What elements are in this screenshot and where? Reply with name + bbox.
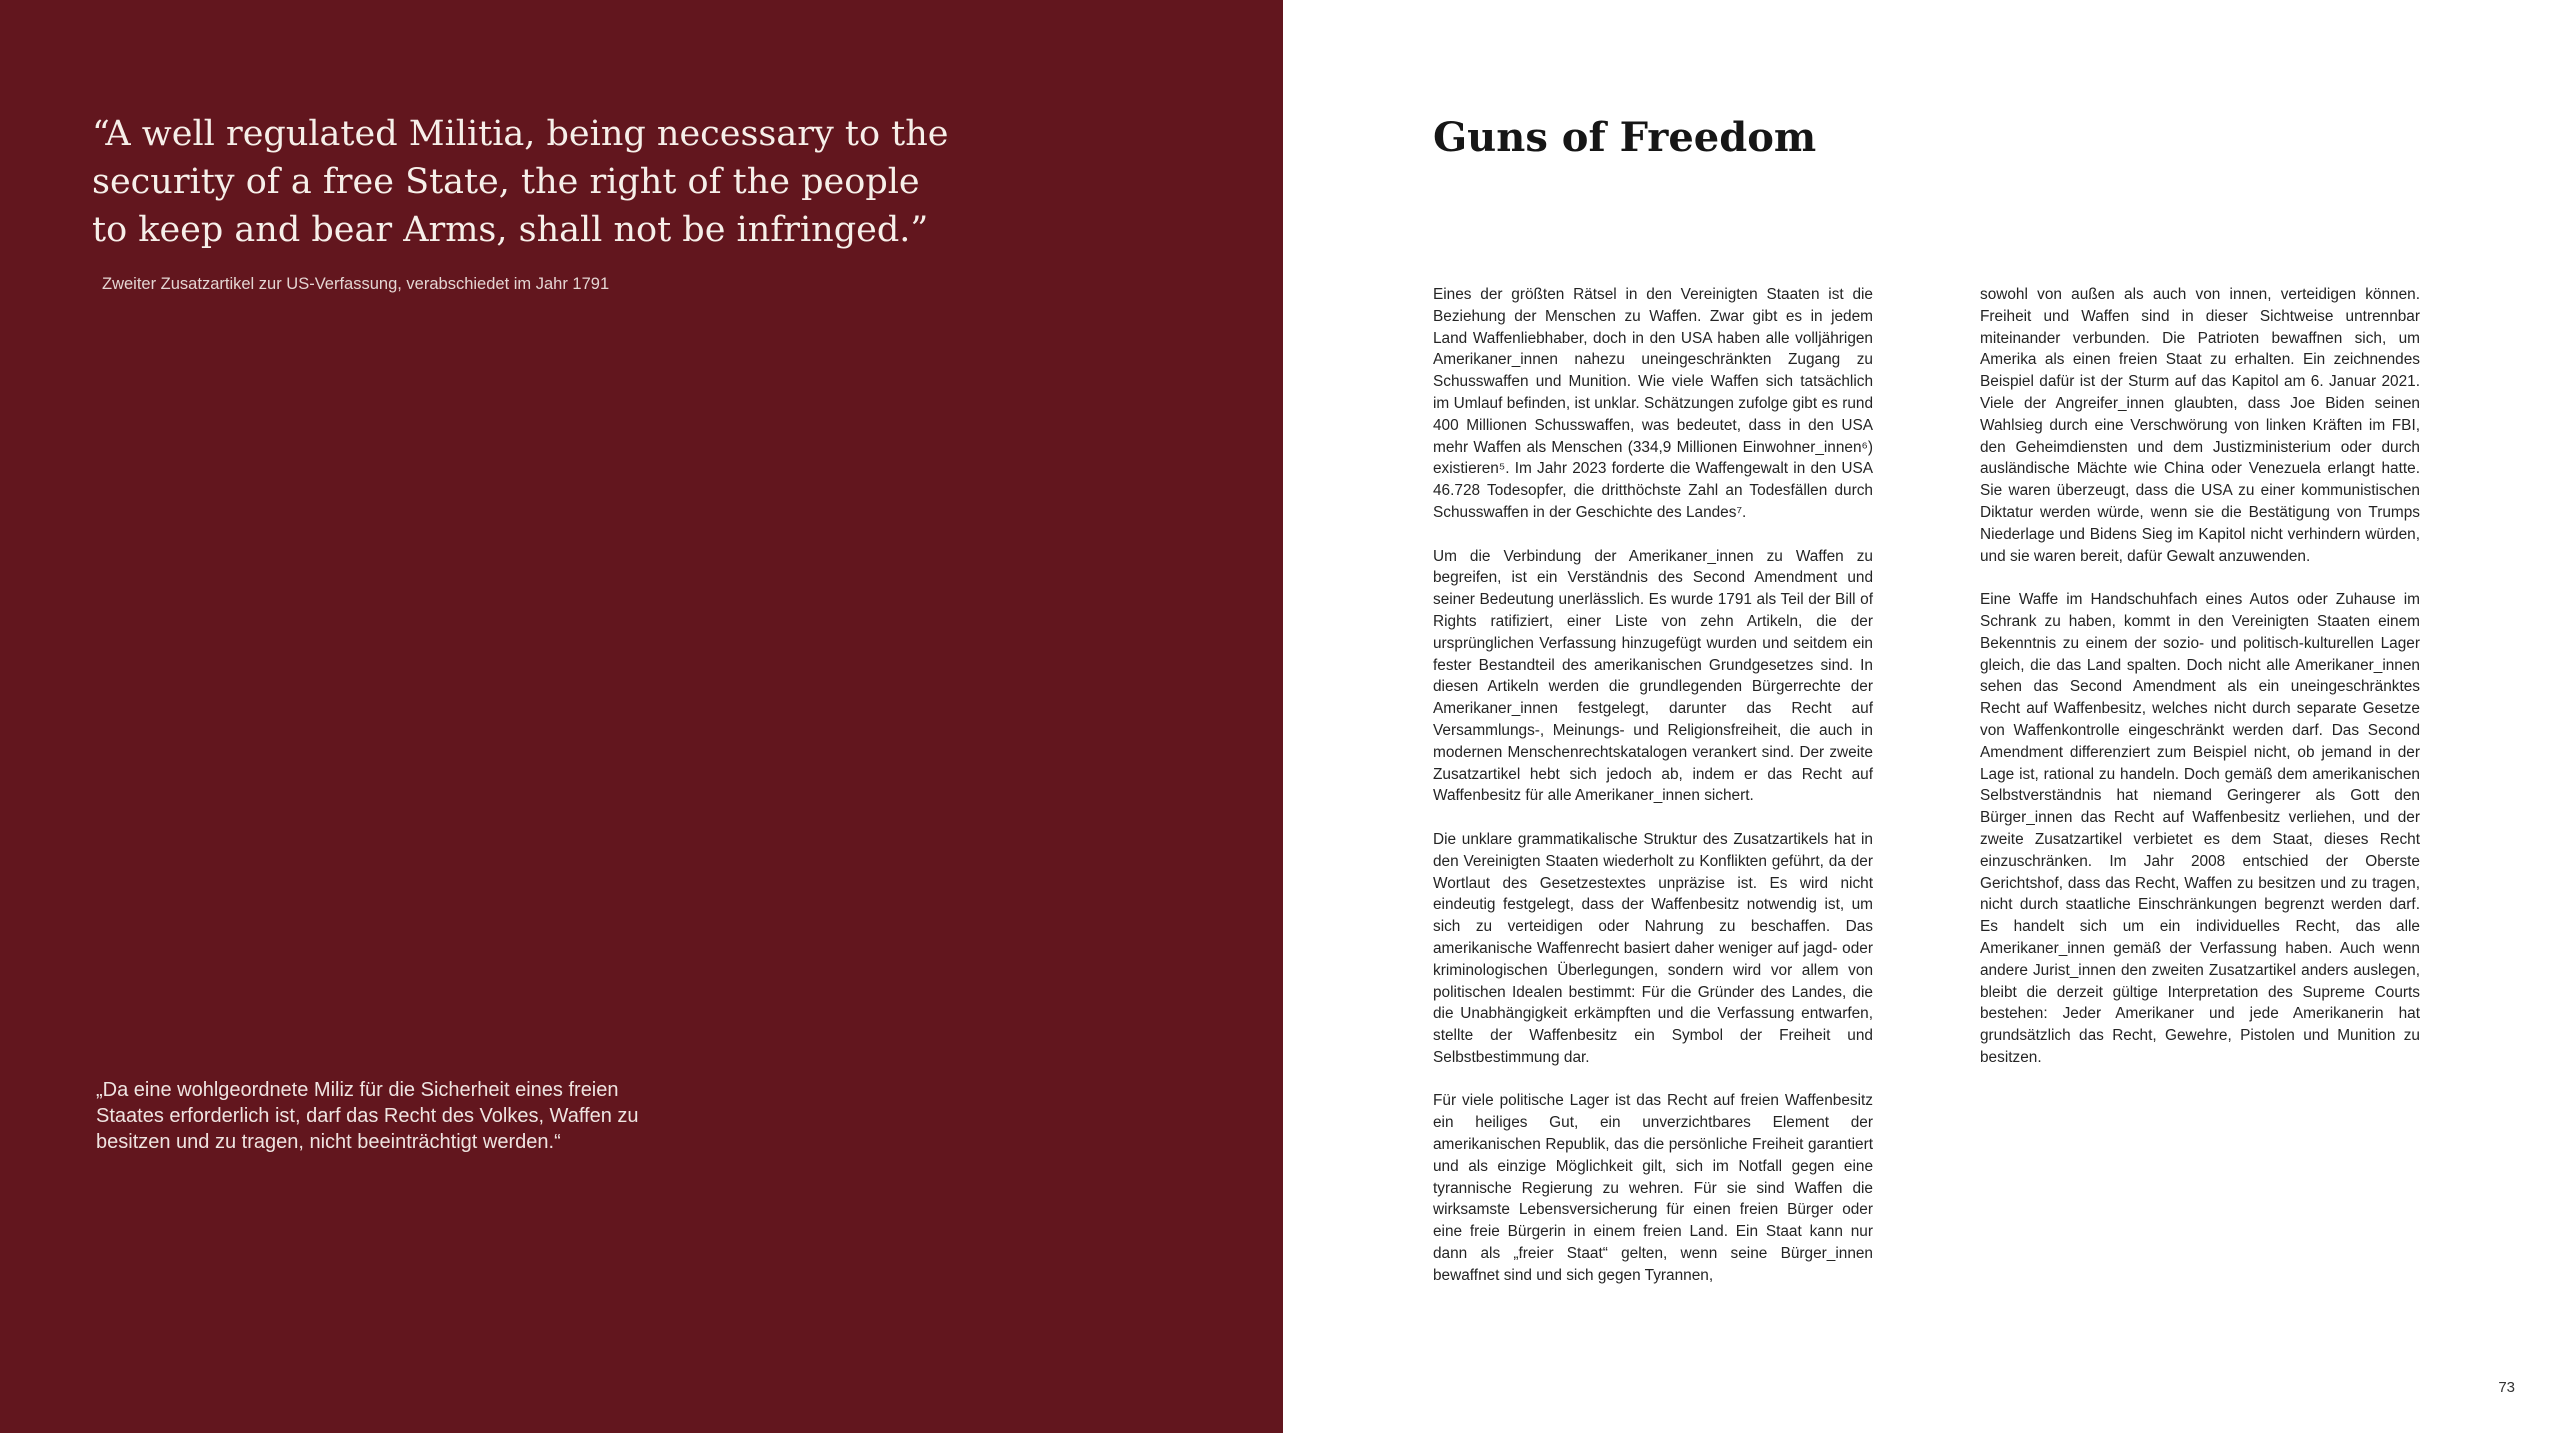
paragraph: Für viele politische Lager ist das Recht auf freien Waffenbesitz ein heiliges Gut, ein unverzichtbares Element der amerikanischen Republik, das die persönliche Freiheit garantiert und als einzige Möglichkeit gilt, sich im Notfall gegen eine tyrannische Regierung zu wehren. Für sie sind Waffen die wirksamste Lebensversicherung für einen freien Bürger oder eine freie Bürgerin in einem freien Land. Ein Staat kann nur dann als „freier Staat“ gelten, wenn seine Bürger_innen bewaffnet sind und sich gegen Tyrannen,	[1433, 1092, 1873, 1284]
text-column-1	[1433, 284, 1873, 1287]
paragraph: Eines der größten Rätsel in den Vereinigten Staaten ist die Beziehung der Menschen zu Waffen. Zwar gibt es in jedem Land Waffenliebhaber, doch in den USA haben alle volljährigen Amerikaner_innen nahezu uneingeschränkten Zugang zu Schusswaffen und Munition. Wie viele Waffen sich tatsächlich im Umlauf befinden, ist unklar. Schätzungen zufolge gibt es rund 400 Millionen Schusswaffen, was bedeutet, dass in den USA mehr Waffen als Menschen (334,9 Millionen Einwohner_innen⁶) existieren⁵. Im Jahr 2023 forderte die Waffengewalt in den USA 46.728 Todesopfer, die dritthöchste Zahl an Todesfällen durch Schusswaffen in der Geschichte des Landes⁷.	[1433, 286, 1873, 521]
right-page	[1283, 0, 2560, 1433]
page-number: 73	[2498, 1379, 2515, 1396]
paragraph: Eine Waffe im Handschuhfach eines Autos oder Zuhause im Schrank zu haben, kommt in den Vereinigten Staaten einem Bekenntnis zu einem der sozio- und politisch-kulturellen Lager gleich, die das Land spalten. Doch nicht alle Amerikaner_innen sehen das Second Amendment als ein uneingeschränktes Recht auf Waffenbesitz, welches nicht durch separate Gesetze von Waffenkontrolle eingeschränkt werden darf. Das Second Amendment differenziert zum Beispiel nicht, ob jemand in der Lage ist, rational zu handeln. Doch gemäß dem amerikanischen Selbstverständnis hat niemand Geringerer als Gott den Bürger_innen das Recht auf Waffenbesitz verliehen, und der zweite Zusatzartikel verbietet es dem Staat, dieses Recht einzuschränken. Im Jahr 2008 entschied der Oberste Gerichtshof, dass das Recht, Waffen zu besitzen und zu tragen, nicht durch staatliche Einschränkungen begrenzt werden darf. Es handelt sich um ein individuelles Recht, das alle Amerikaner_innen gemäß der Verfassung haben. Auch wenn andere Jurist_innen den zweiten Zusatzartikel anders auslegen, bleibt die derzeit gültige Interpretation des Supreme Courts bestehen: Jeder Amerikaner und jede Amerikanerin hat grundsätzlich das Recht, Gewehre, Pistolen und Munition zu besitzen.	[1980, 591, 2420, 1066]
german-translation-quote: „Da eine wohlgeordnete Miliz für die Sicherheit eines freien Staates erforderlich ist, darf das Recht des Volkes, Waffen zu besitzen und zu tragen, nicht beeinträchtigt werden.“	[96, 1079, 639, 1153]
quote-source-caption: Zweiter Zusatzartikel zur US-Verfassung, verabschiedet im Jahr 1791	[102, 275, 610, 293]
article-title: Guns of Freedom	[1433, 114, 1817, 161]
paragraph: Die unklare grammatikalische Struktur des Zusatzartikels hat in den Vereinigten Staaten wiederholt zu Konflikten geführt, da der Wortlaut des Gesetzestextes unpräzise ist. Es wird nicht eindeutig festgelegt, dass der Waffenbesitz notwendig ist, um sich zu verteidigen oder Nahrung zu beschaffen. Das amerikanische Waffenrecht basiert daher weniger auf jagd- oder kriminologischen Überlegungen, sondern wird vor allem von politischen Idealen bestimmt: Für die Gründer des Landes, die die Unabhängigkeit erkämpften und die Verfassung entwarfen, stellte der Waffenbesitz ein Symbol der Freiheit und Selbstbestimmung dar.	[1433, 830, 1873, 1066]
paragraph: Um die Verbindung der Amerikaner_innen zu Waffen zu begreifen, ist ein Verständnis des Second Amendment und seiner Bedeutung unerlässlich. Es wurde 1791 als Teil der Bill of Rights ratifiziert, einer Liste von zehn Artikeln, die der ursprünglichen Verfassung hinzugefügt wurden und seitdem ein fester Bestandteil des amerikanischen Grundgesetzes sind. In diesen Artikeln werden die grundlegenden Bürgerrechte der Amerikaner_innen festgelegt, darunter das Recht auf Versammlungs-, Meinungs- und Religionsfreiheit, die auch in modernen Menschenrechtskatalogen verankert sind. Der zweite Zusatzartikel hebt sich jedoch ab, indem er das Recht auf Waffenbesitz für alle Amerikaner_innen sichert.	[1433, 547, 1873, 805]
text-column-2	[1980, 284, 2420, 1069]
english-quote: “A well regulated Militia, being necessary to the security of a free State, the right of the people to keep and bear Arms, shall not be infringed.”	[92, 114, 949, 250]
paragraph: sowohl von außen als auch von innen, verteidigen können. Freiheit und Waffen sind in dieser Sichtweise untrennbar miteinander verbunden. Die Patrioten bewaffnen sich, um Amerika als einen freien Staat zu erhalten. Ein zeichnendes Beispiel dafür ist der Sturm auf das Kapitol am 6. Januar 2021. Viele der Angreifer_innen glaubten, dass Joe Biden seinen Wahlsieg durch eine Verschwörung von linken Kräften im FBI, den Geheimdiensten und dem Justizministerium oder durch ausländische Mächte wie China oder Venezuela erlangt hatte. Sie waren überzeugt, dass die USA zu einer kommunistischen Diktatur werden würde, wenn sie die Bestätigung von Trumps Niederlage und Bidens Sieg im Kapitol nicht verhindern würden, und sie waren bereit, dafür Gewalt anzuwenden.	[1980, 286, 2420, 565]
